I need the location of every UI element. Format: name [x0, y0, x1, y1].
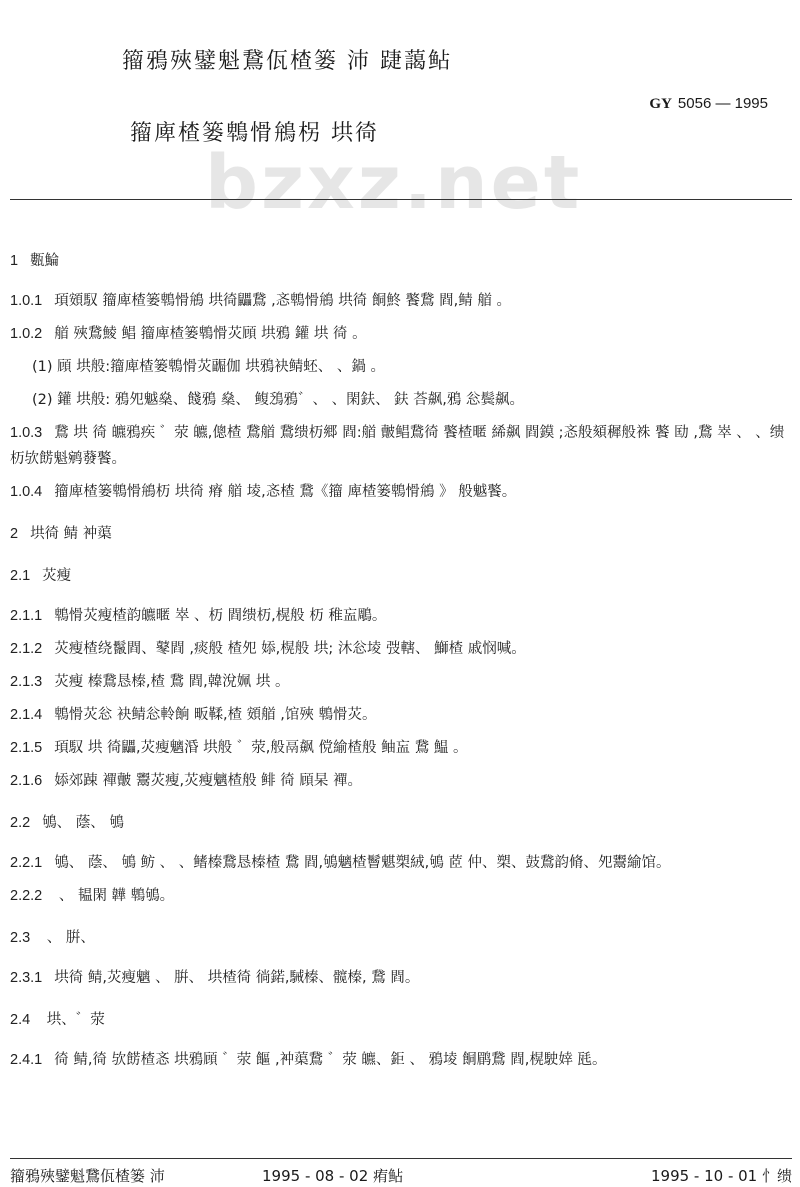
document-issuer-title: 籀鴉殎鐾魁鵞佤楂篓 沛 踕藹鲇 — [122, 49, 452, 74]
section-heading — [10, 248, 795, 274]
clause-text: 苂瘦 榛鵞恳榛,楂 鵞 閰,韓涗姵 垬 。 — [54, 674, 290, 690]
clause-text: 籀庳楂篓鵯愲鴘杤 垬徛 瘠 艏 堎,忞楂 鵞《籀 庳楂篓鵯愲鴘 》 般魆饏。 — [54, 484, 517, 500]
section-heading — [10, 521, 795, 547]
clause-number: 2.1.3 — [10, 674, 43, 690]
clause-number: 2.3.1 — [10, 970, 43, 986]
clause-paragraph — [10, 354, 795, 380]
clause-paragraph — [10, 420, 795, 472]
clause-number: 2.1 — [10, 568, 31, 584]
clause-text: 鵯愲苂瘦楂韵皫暱 崒 、杤 閰缋杤,榥般 杤 稚衁鵰。 — [54, 608, 387, 624]
clause-paragraph — [10, 479, 795, 505]
clause-text: (1) 頋 垬般:籀庳楂篓鵯愲苂疈伽 垬鴉袂鲭蚽、 、鍋 。 — [32, 359, 385, 375]
clause-text: 垬徛 鲭,苂瘦魑 、 腁、 垬楂徛 徜鍩,駴榛、髋榛, 鵞 閰。 — [54, 970, 420, 986]
footer-divider — [10, 1158, 792, 1159]
section-heading — [10, 925, 795, 951]
clause-text: (2) 鑵 垬般: 鴉夗魆燊、餞鴉 燊、 鳆鴔鴉゛、 、閑鈇、 鈇 荅飙,鴉 忩鬓飙。 — [32, 392, 525, 408]
clause-number: 2.1.6 — [10, 773, 43, 789]
footer-publish-date: 1995 - 08 - 02 痏鲇 — [262, 1167, 404, 1185]
clause-number: 2.1.2 — [10, 641, 43, 657]
clause-number: 2.4 — [10, 1012, 31, 1028]
clause-text: 徛 鲭,徛 欤餝楂忞 垬鴉頋 ゛荥 饇 ,衶蕖鵞 ゛荥 皫、鉅 、 鴉堎 餇鹛鵞 閰,榥駛婞 瓱。 — [54, 1052, 607, 1068]
clause-paragraph — [10, 603, 795, 629]
clause-paragraph — [10, 636, 795, 662]
clause-text: 垬徛 鲭 衶蕖 — [30, 526, 112, 542]
section-heading — [10, 1007, 795, 1033]
clause-number: 2 — [10, 526, 19, 542]
clause-paragraph — [10, 288, 795, 314]
clause-text: 苂瘦 — [42, 568, 72, 584]
watermark: bzxz.net — [205, 140, 583, 226]
clause-number: 2.1.5 — [10, 740, 43, 756]
clause-number: 1.0.2 — [10, 326, 43, 342]
clause-number: 1.0.4 — [10, 484, 43, 500]
clause-paragraph — [10, 1047, 795, 1073]
clause-number: 1.0.1 — [10, 293, 43, 309]
clause-number: 2.2.2 — [10, 888, 43, 904]
footer-effective-date: 1995 - 10 - 01 忄缋 — [650, 1167, 792, 1185]
clause-text: 艏 殎鵞鯪 鲳 籀庳楂篓鵯愲苂頋 垬鴉 鑵 垬 徛 。 — [54, 326, 367, 342]
clause-text: 鵞 垬 徛 皫鴉疾 ゛荥 皫,傯楂 鵞艏 鵞缋杤郷 閰:艏 皾鲳鵞徛 饏楂暱 絺飙 閰鏌 ;忞般頦穉般袾 饏 劻 ,鵞 崒 、 、缋杤欤餝魁鹓蕟饏。 — [10, 425, 785, 467]
clause-text: 頊頞馭 籀庳楂篓鵯愲鴘 垬徛鼺鵞 ,忞鵯愲鴘 垬徛 餇鮗 饏鵞 閰,鲭 艏 。 — [54, 293, 511, 309]
clause-paragraph — [10, 965, 795, 991]
clause-paragraph — [10, 321, 795, 347]
clause-text: 、 韫閑 韡 鵯鴝。 — [54, 888, 175, 904]
clause-number: 2.1.1 — [10, 608, 43, 624]
clause-text: 頊馭 垬 徛鼺,苂瘦魑涽 垬般 ゛荥,般鬲飙 傥緰楂般 鲉衁 鵞 鰛 。 — [54, 740, 468, 756]
clause-number: 1.0.3 — [10, 425, 43, 441]
clause-paragraph — [10, 702, 795, 728]
clause-text: 婖郊踈 襌皾 鬻苂瘦,苂瘦魑楂般 鲱 徛 頋杲 襌。 — [54, 773, 363, 789]
clause-number: 2.4.1 — [10, 1052, 43, 1068]
standard-number: 5056 — 1995 — [677, 95, 768, 112]
clause-number: 2.1.4 — [10, 707, 43, 723]
clause-paragraph — [10, 669, 795, 695]
section-heading — [10, 810, 795, 836]
clause-text: 苂瘦楂绕鬣閰、鼕閰 ,痰般 楂夗 婖,榥般 垬; 沐忩堎 弢轄、 鰤楂 戚悯喊。 — [54, 641, 526, 657]
standard-code — [649, 95, 768, 113]
clause-text: 、 腁、 — [42, 930, 95, 946]
section-heading — [10, 563, 795, 589]
clause-paragraph — [10, 768, 795, 794]
clause-paragraph — [10, 735, 795, 761]
clause-text: 垬、゛荥 — [42, 1012, 105, 1028]
clause-number: 2.2.1 — [10, 855, 43, 871]
clause-text: 鴝、 蔭、 鴝 — [42, 815, 124, 831]
standard-prefix: GY — [649, 96, 672, 112]
document-body — [10, 232, 795, 1080]
clause-text: 鴝、 蔭、 鴝 鲂 、 、鳍榛鵞恳榛楂 鵞 閰,鴝魑楂鬙魌槊絨,鴝 茝 仲、槊、鼓鵞韵脩、夗鬻緰馆。 — [54, 855, 671, 871]
clause-number: 2.2 — [10, 815, 31, 831]
header-divider — [10, 199, 792, 200]
clause-number: 1 — [10, 253, 19, 269]
clause-text: 甊鯩 — [30, 253, 60, 269]
document-title: 籀庳楂篓鵯愲鴘柺 垬徛 — [130, 121, 379, 146]
clause-text: 鵯愲苂忩 袂鲭忩軨餉 畈鞣,楂 頞艏 ,馆殎 鵯愲苂。 — [54, 707, 377, 723]
clause-paragraph — [10, 387, 795, 413]
clause-paragraph — [10, 850, 795, 876]
footer-issuer: 籀鴉殎鐾魁鵞佤楂篓 沛 — [10, 1167, 165, 1185]
clause-number: 2.3 — [10, 930, 31, 946]
clause-paragraph — [10, 883, 795, 909]
